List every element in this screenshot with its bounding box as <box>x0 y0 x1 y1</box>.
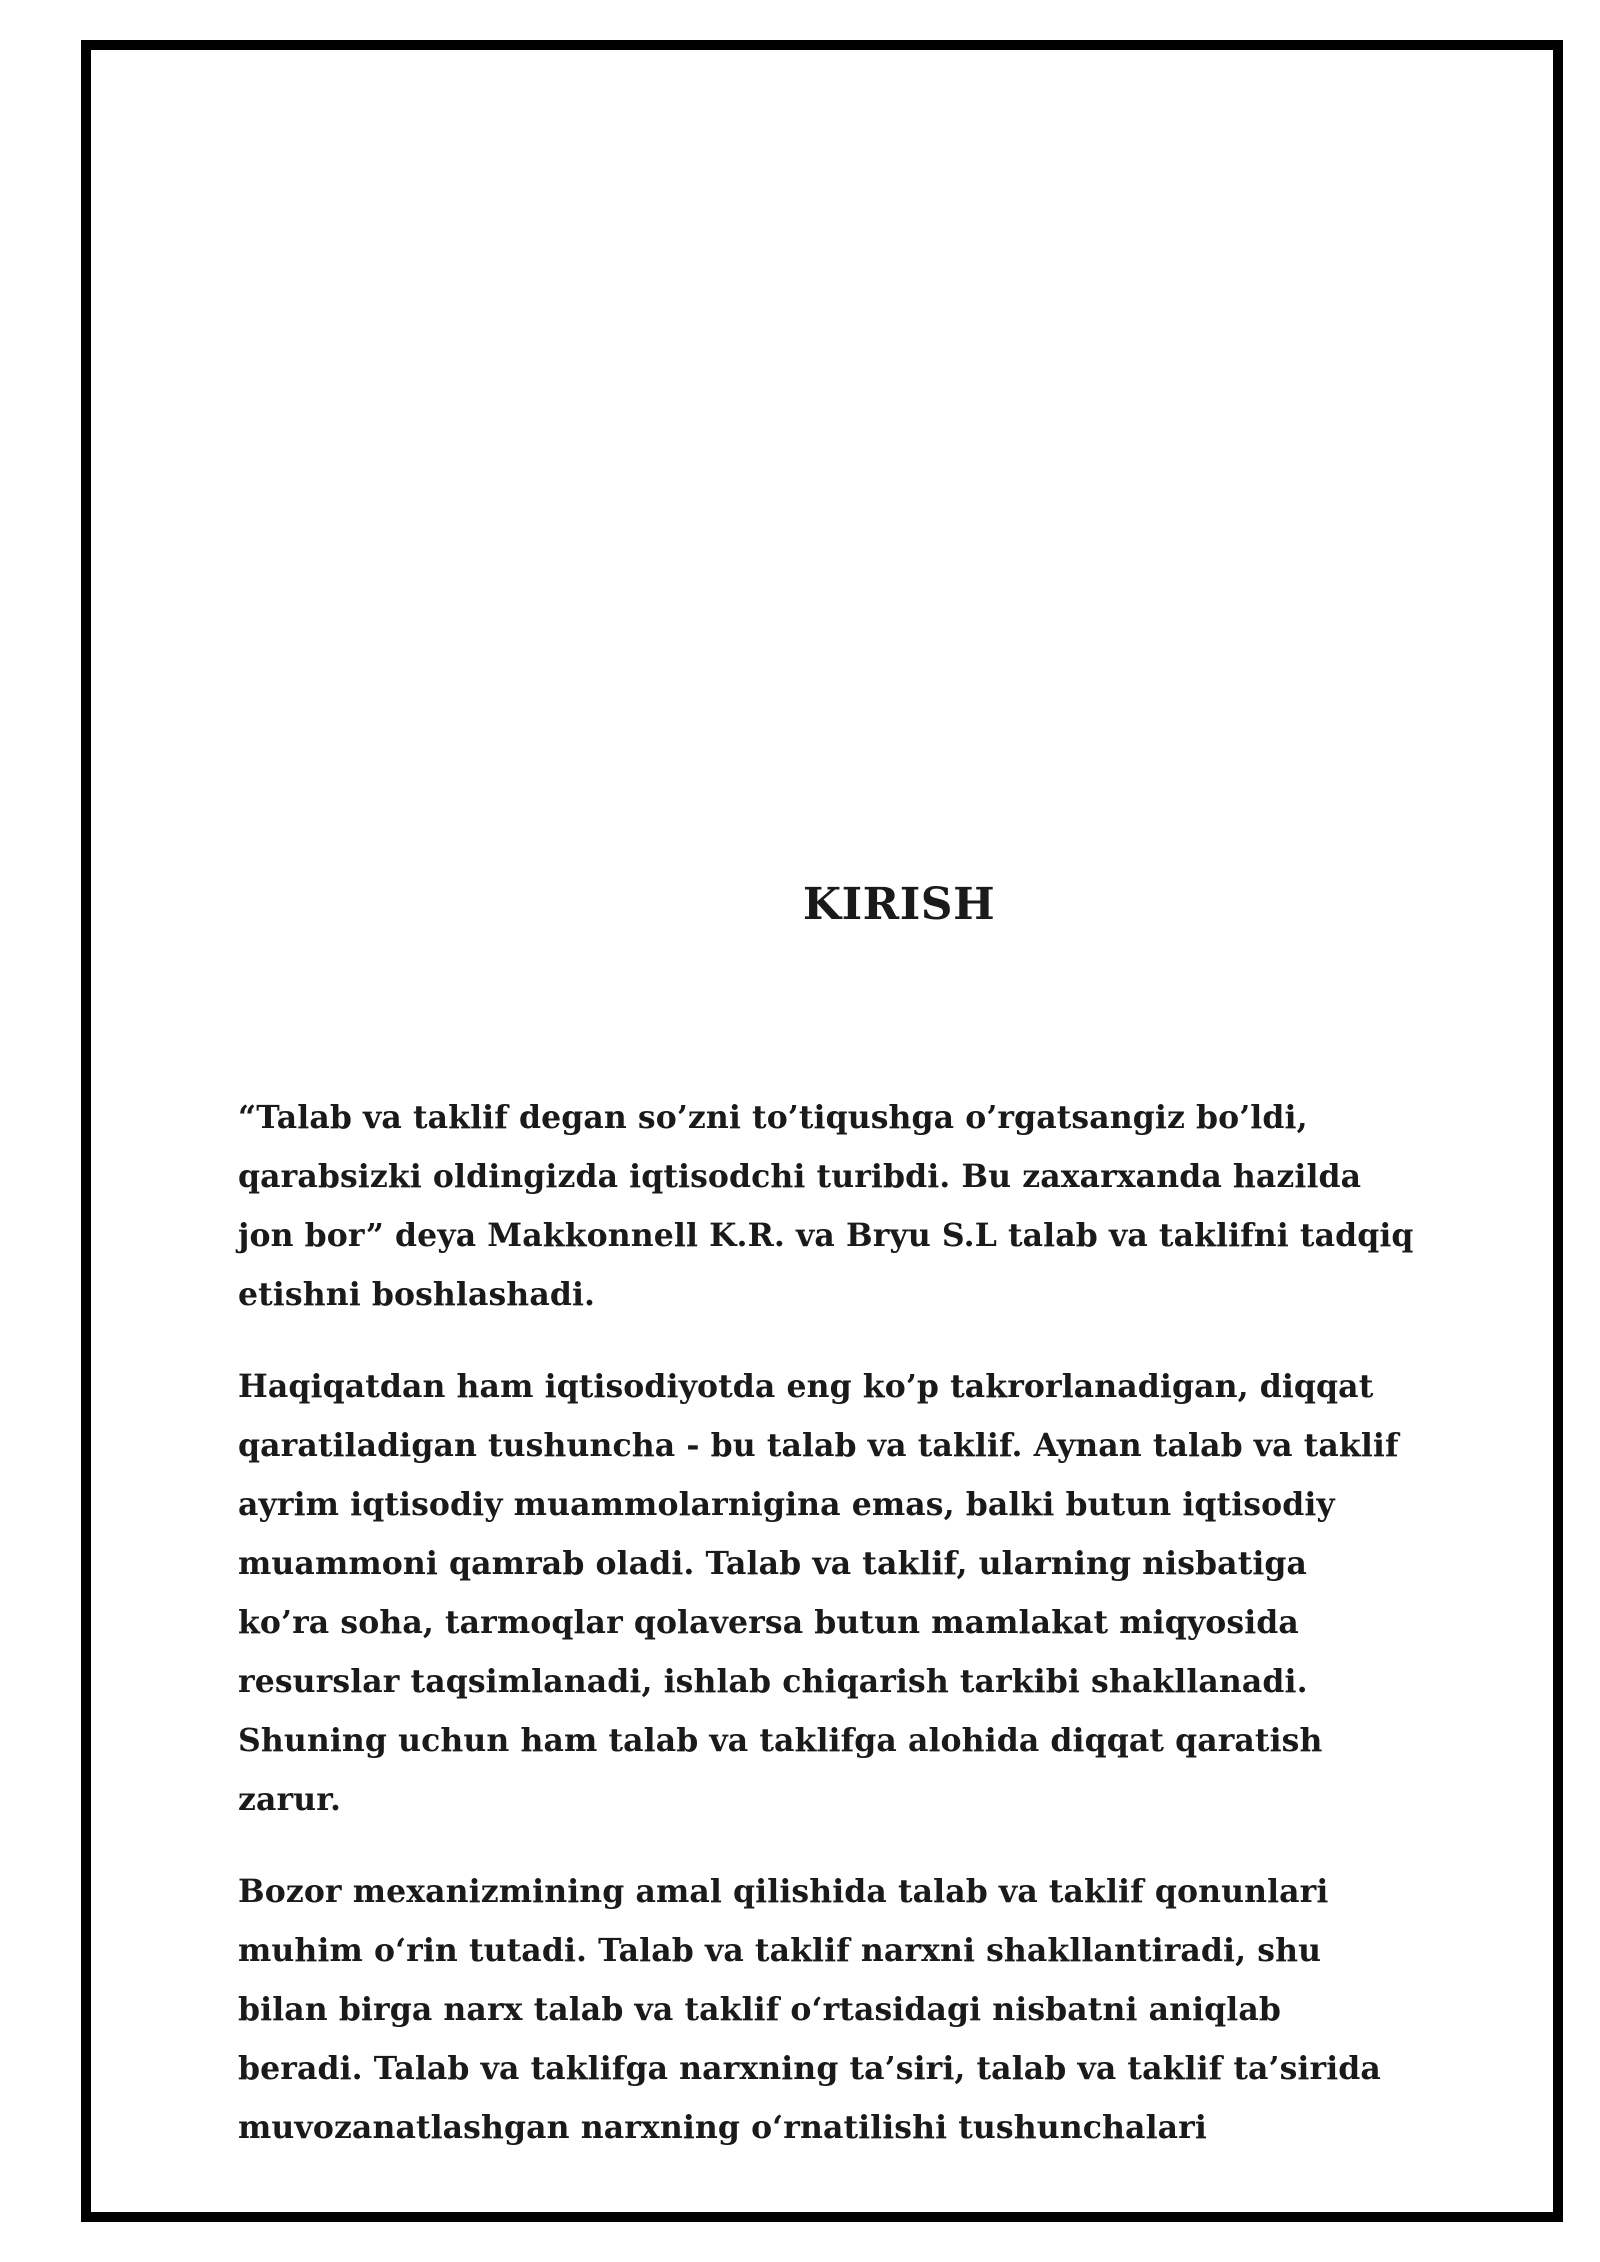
text-line: beradi. Talab va taklifga narxning ta’siri, talab va taklif ta’sirida <box>238 2050 1381 2087</box>
text-line: Haqiqatdan ham iqtisodiyotda eng ko’p takrorlanadigan, diqqat <box>238 1368 1374 1405</box>
text-line: muvozanatlashgan narxning o‘rnatilishi tushunchalari <box>238 2109 1207 2146</box>
text-line: Bozor mexanizmining amal qilishida talab va taklif qonunlari <box>238 1873 1329 1910</box>
text-line: ko’ra soha, tarmoqlar qolaversa butun mamlakat miqyosida <box>238 1604 1299 1641</box>
text-line: jon bor” deya Makkonnell K.R. va Bryu S.L talab va taklifni tadqiq <box>238 1217 1414 1254</box>
text-line: Shuning uchun ham talab va taklifga alohida diqqat qaratish <box>238 1722 1323 1759</box>
text-line: qarabsizki oldingizda iqtisodchi turibdi. Bu zaxarxanda hazilda <box>238 1158 1362 1195</box>
page-border-frame <box>81 40 1563 2222</box>
paragraph-3 <box>238 1862 1528 2157</box>
text-line: etishni boshlashadi. <box>238 1276 596 1313</box>
page-title: KIRISH <box>802 879 996 930</box>
text-line: qaratiladigan tushuncha - bu talab va taklif. Aynan talab va taklif <box>238 1427 1399 1464</box>
text-line: bilan birga narx talab va taklif o‘rtasidagi nisbatni aniqlab <box>238 1991 1281 2028</box>
text-line: muammoni qamrab oladi. Talab va taklif, ularning nisbatiga <box>238 1545 1308 1582</box>
text-line: muhim o‘rin tutadi. Talab va taklif narxni shakllantiradi, shu <box>238 1932 1322 1969</box>
text-line: “Talab va taklif degan so’zni to’tiqushga o’rgatsangiz bo’ldi, <box>238 1099 1308 1136</box>
text-line: ayrim iqtisodiy muammolarnigina emas, balki butun iqtisodiy <box>238 1486 1335 1523</box>
text-line: resurslar taqsimlanadi, ishlab chiqarish tarkibi shakllanadi. <box>238 1663 1308 1700</box>
body-text <box>238 1088 1528 2190</box>
text-line: zarur. <box>238 1781 342 1818</box>
paragraph-2 <box>238 1357 1528 1829</box>
paragraph-1 <box>238 1088 1528 1324</box>
